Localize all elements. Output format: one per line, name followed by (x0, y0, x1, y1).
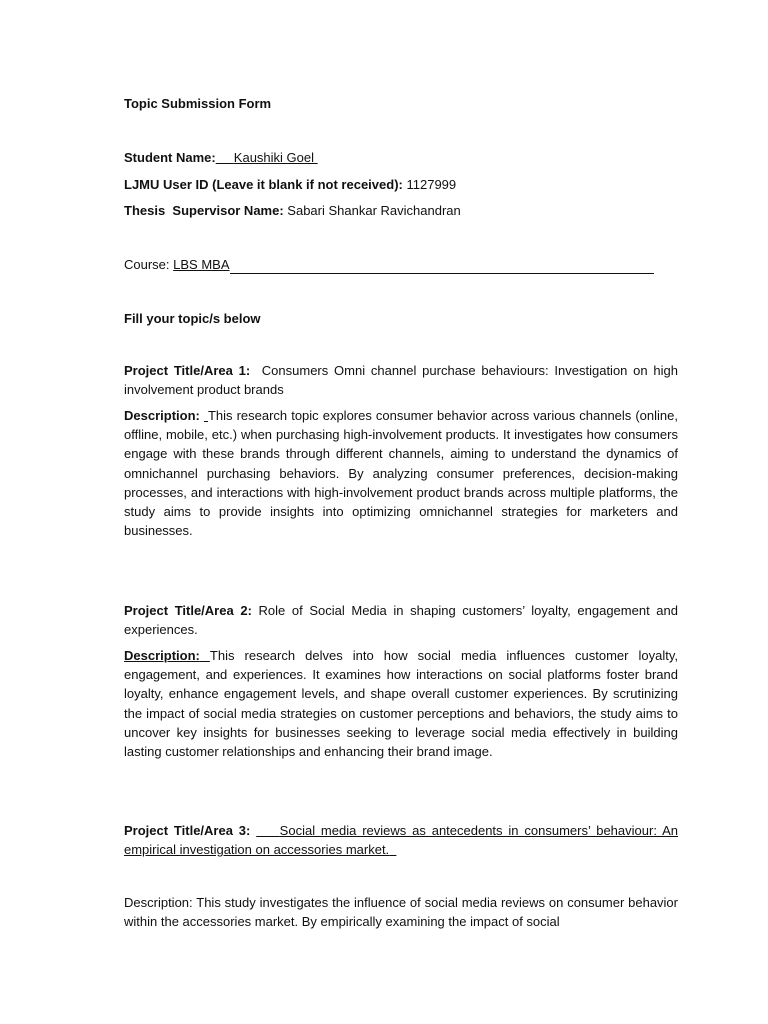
student-name-value: Kaushiki Goel (233, 150, 315, 165)
course-blank-line (230, 259, 654, 274)
project-3-description-label: Description: (124, 895, 193, 910)
project-3-title-label: Project Title/Area 3 (124, 823, 247, 838)
project-2-description-label: Description: (124, 648, 200, 663)
user-id-label: LJMU User ID (Leave it blank if not received): (124, 177, 403, 192)
project-3-title-value: Social media reviews as antecedents in consumers’ behaviour: An empirical investigation on accessories market. (124, 823, 678, 858)
project-1-title: Project Title/Area 1: Consumers Omni channel purchase behaviours: Investigation on high involvement product brands (124, 363, 678, 398)
student-name-underline (216, 150, 318, 165)
course-label: Course: (124, 257, 170, 272)
user-id-value: 1127999 (406, 177, 457, 192)
project-1-title-label: Project Title/Area 1 (124, 363, 246, 378)
project-3-description-text: This study investigates the influence of social media reviews on consumer behavior within the accessories market. By empirically examining the impact of social (124, 895, 678, 930)
student-name-row (124, 148, 318, 167)
project-1-description-label: Description: (124, 408, 200, 423)
project-2-title: Project Title/Area 2: Role of Social Media in shaping customers’ loyalty, engagement and experiences. (124, 603, 678, 638)
form-title: Topic Submission Form (124, 96, 272, 111)
project-1-title-value: Consumers Omni channel purchase behaviours: Investigation on high involvement product brands (124, 363, 678, 398)
supervisor-label: Thesis Supervisor Name: (124, 203, 284, 218)
supervisor-value: Sabari Shankar Ravichandran (287, 203, 461, 218)
project-2-title-value: Role of Social Media in shaping customers’ loyalty, engagement and experiences. (124, 603, 678, 638)
student-name-label: Student Name: (124, 150, 216, 165)
project-1-description-text: This research topic explores consumer behavior across various channels (online, offline, mobile, etc.) when purchasing high-involvement products. It investigates how consumers engage with these brands through different channels, aiming to understand the dynamics of omnichannel purchasing behaviors. By analyzing consumer preferences, decision-making processes, and interactions with high-involvement product brands across multiple platforms, the study aims to provide insights into optimizing omnichannel strategies for marketers and businesses. (124, 408, 678, 539)
project-2-description-text: This research delves into how social media influences customer loyalty, engagement, and experiences. It examines how interactions on social platforms foster brand loyalty, enhance engagement levels, and shape overall customer experiences. By scrutinizing the impact of social media strategies on customer perceptions and behaviors, the study aims to uncover key insights for businesses seeking to leverage social media effectively in building lasting customer relationships and enhancing their brand image. (124, 648, 678, 760)
project-3-description (124, 893, 678, 931)
course-value: LBS MBA (173, 257, 230, 272)
project-1-description (124, 406, 678, 540)
user-id-row (124, 175, 456, 194)
course-row (124, 255, 654, 274)
project-2-description (124, 646, 678, 761)
supervisor-row (124, 201, 461, 220)
topics-heading: Fill your topic/s below (124, 311, 261, 326)
project-2-title-label: Project Title/Area 2 (124, 603, 248, 618)
project-3-title: Project Title/Area 3: Social media reviews as antecedents in consumers’ behaviour: An empirical investigation on accessories market. (124, 823, 678, 858)
